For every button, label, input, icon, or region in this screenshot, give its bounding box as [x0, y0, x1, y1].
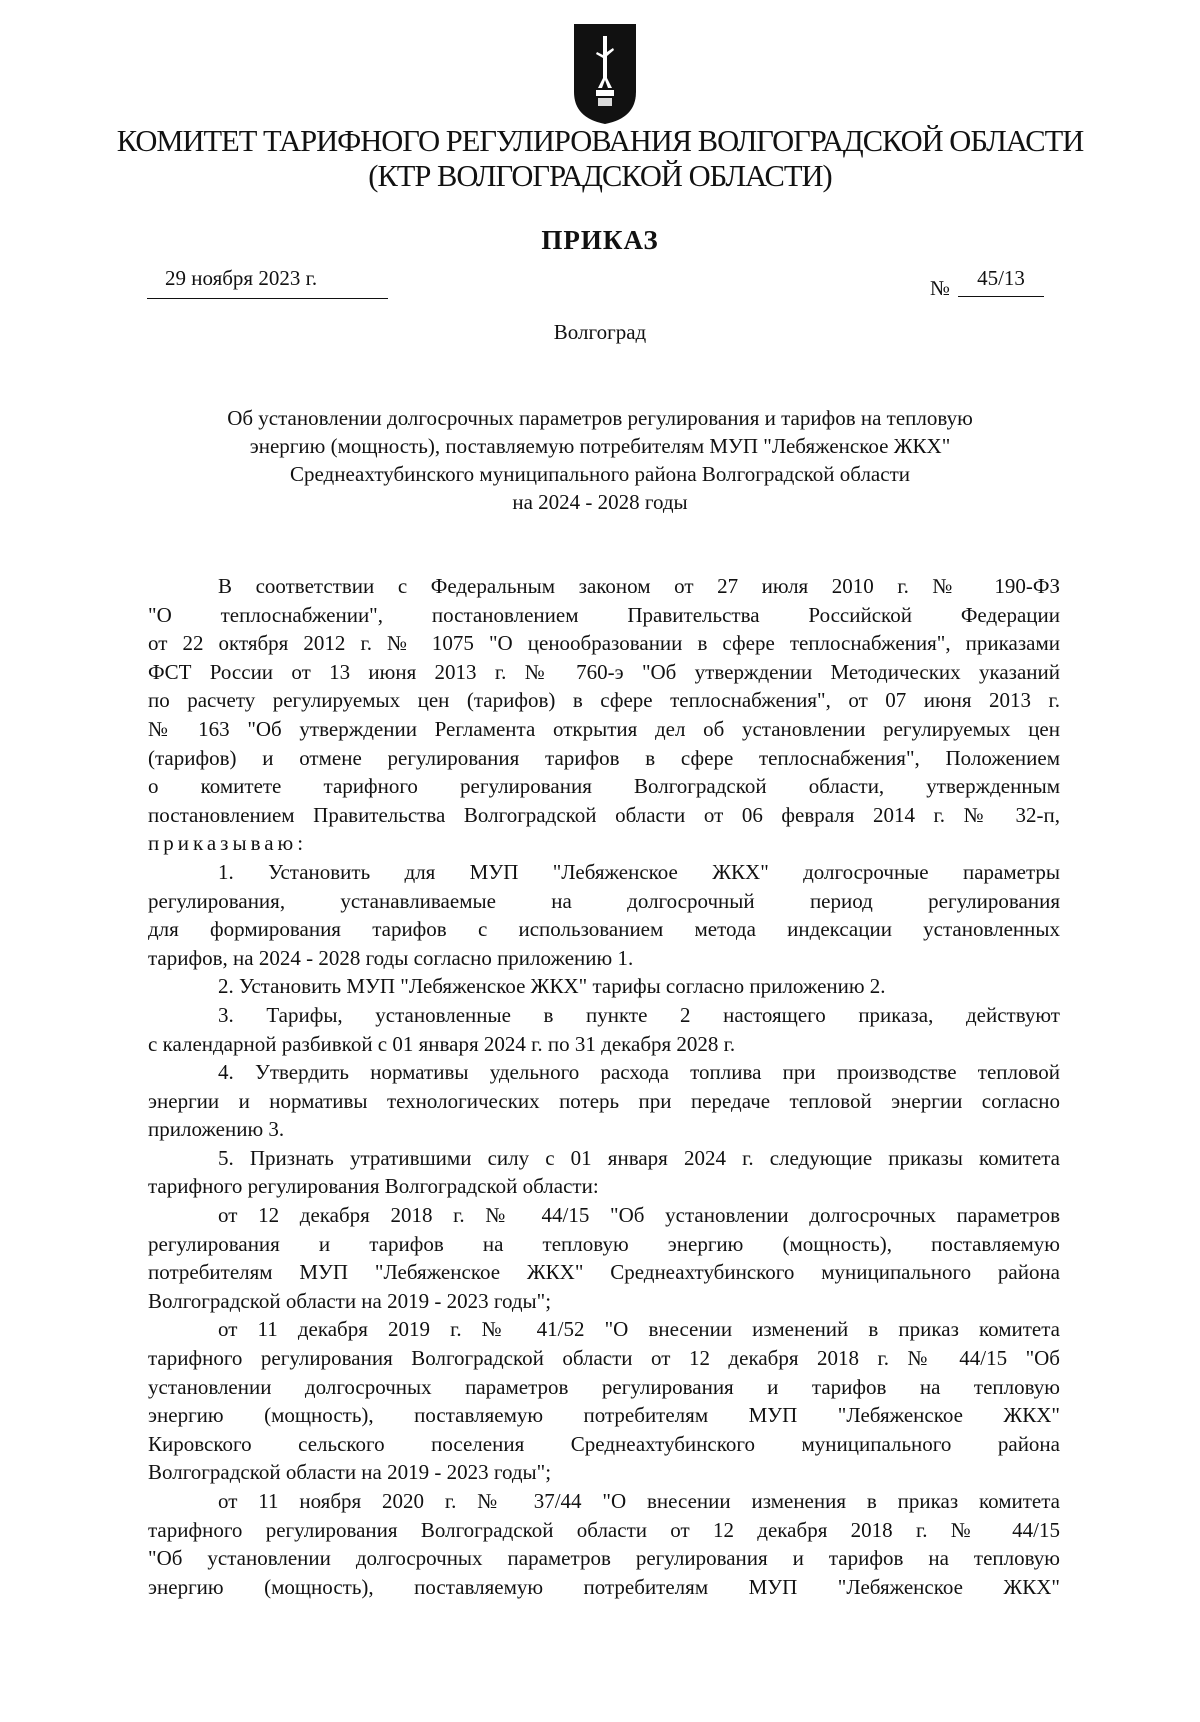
body-line: энергию (мощность), поставляемую потребителям МУП "Лебяженское ЖКХ" — [148, 1574, 1060, 1599]
body-line: от 22 октября 2012 г. № 1075 "О ценообразовании в сфере теплоснабжения", приказами — [148, 631, 1060, 656]
organization-title — [100, 124, 1100, 194]
body-line: регулирования, устанавливаемые на долгосрочный период регулирования — [148, 888, 1060, 913]
document-subject — [100, 404, 1100, 516]
body-line: по расчету регулируемых цен (тарифов) в сфере теплоснабжения", от 07 июня 2013 г. — [148, 688, 1060, 713]
body-line: постановлением Правительства Волгоградской области от 06 февраля 2014 г. № 32-п, — [148, 802, 1060, 827]
document-date-field — [147, 266, 388, 299]
body-line: потребителям МУП "Лебяженское ЖКХ" Среднеахтубинского муниципального района — [148, 1260, 1060, 1285]
subject-line: на 2024 - 2028 годы — [512, 490, 688, 514]
body-line: Кировского сельского поселения Среднеахтубинского муниципального района — [148, 1431, 1060, 1456]
body-line: тарифного регулирования Волгоградской области от 12 декабря 2018 г. № 44/15 "Об — [148, 1346, 1060, 1371]
body-line: 2. Установить МУП "Лебяженское ЖКХ" тарифы согласно приложению 2. — [218, 974, 886, 999]
document-type: ПРИКАЗ — [541, 225, 659, 255]
body-line: 4. Утвердить нормативы удельного расхода топлива при производстве тепловой — [218, 1060, 1060, 1085]
body-line: тарифов, на 2024 - 2028 годы согласно приложению 1. — [148, 945, 634, 970]
body-line: В соответствии с Федеральным законом от 27 июля 2010 г. № 190-ФЗ — [218, 574, 1060, 598]
body-line: 1. Установить для МУП "Лебяженское ЖКХ" долгосрочные параметры — [218, 859, 1060, 884]
subject-line: Среднеахтубинского муниципального района Волгоградской области — [290, 462, 910, 486]
body-line: тарифного регулирования Волгоградской области от 12 декабря 2018 г. № 44/15 — [148, 1517, 1060, 1542]
body-line: энергию (мощность), поставляемую потребителям МУП "Лебяженское ЖКХ" — [148, 1403, 1060, 1428]
document-number: 45/13 — [958, 266, 1044, 297]
organization-short-name: (КТР ВОЛГОГРАДСКОЙ ОБЛАСТИ) — [368, 159, 832, 193]
body-line: энергии и нормативы технологических потерь при передаче тепловой энергии согласно — [148, 1088, 1060, 1113]
body-line: № 163 "Об утверждении Регламента открытия дел об установлении регулируемых цен — [148, 716, 1060, 741]
body-line: Волгоградской области на 2019 - 2023 годы"; — [148, 1460, 552, 1485]
body-line: 3. Тарифы, установленные в пункте 2 настоящего приказа, действуют — [218, 1002, 1060, 1027]
body-line: "О теплоснабжении", постановлением Правительства Российской Федерации — [148, 602, 1060, 627]
body-line: "Об установлении долгосрочных параметров регулирования и тарифов на тепловую — [148, 1546, 1060, 1571]
body-line: от 12 декабря 2018 г. № 44/15 "Об установлении долгосрочных параметров — [218, 1203, 1060, 1228]
document-city: Волгоград — [553, 320, 647, 344]
organization-name: КОМИТЕТ ТАРИФНОГО РЕГУЛИРОВАНИЯ ВОЛГОГРАДСКОЙ ОБЛАСТИ — [116, 124, 1084, 158]
body-line: (тарифов) и отмене регулирования тарифов в сфере теплоснабжения", Положением — [148, 745, 1060, 770]
body-line: с календарной разбивкой с 01 января 2024 г. по 31 декабря 2028 г. — [148, 1031, 736, 1056]
body-line: от 11 ноября 2020 г. № 37/44 "О внесении изменения в приказ комитета — [218, 1489, 1060, 1513]
body-line: Волгоградской области на 2019 - 2023 годы"; — [148, 1288, 552, 1313]
document-date: 29 ноября 2023 г. — [165, 266, 318, 290]
body-line: приложению 3. — [148, 1117, 285, 1142]
body-line: регулирования и тарифов на тепловую энергию (мощность), поставляемую — [148, 1231, 1060, 1256]
number-sign: № — [930, 276, 951, 300]
subject-line: Об установлении долгосрочных параметров регулирования и тарифов на тепловую — [227, 406, 973, 430]
body-line: 5. Признать утратившими силу с 01 января 2024 г. следующие приказы комитета — [218, 1145, 1060, 1170]
body-line: от 11 декабря 2019 г. № 41/52 "О внесении изменений в приказ комитета — [218, 1317, 1060, 1342]
body-line: установлении долгосрочных параметров регулирования и тарифов на тепловую — [148, 1374, 1060, 1399]
coat-of-arms-icon — [572, 22, 638, 126]
subject-line: энергию (мощность), поставляемую потребителям МУП "Лебяженское ЖКХ" — [249, 434, 951, 458]
body-line: для формирования тарифов с использованием метода индексации установленных — [148, 917, 1060, 942]
body-line: ФСТ России от 13 июня 2013 г. № 760-э "Об утверждении Методических указаний — [148, 659, 1060, 684]
body-line: тарифного регулирования Волгоградской области: — [148, 1174, 599, 1199]
body-line-order-word: приказываю: — [148, 831, 308, 856]
document-body — [148, 572, 1060, 1601]
body-line: о комитете тарифного регулирования Волгоградской области, утвержденным — [148, 774, 1060, 799]
